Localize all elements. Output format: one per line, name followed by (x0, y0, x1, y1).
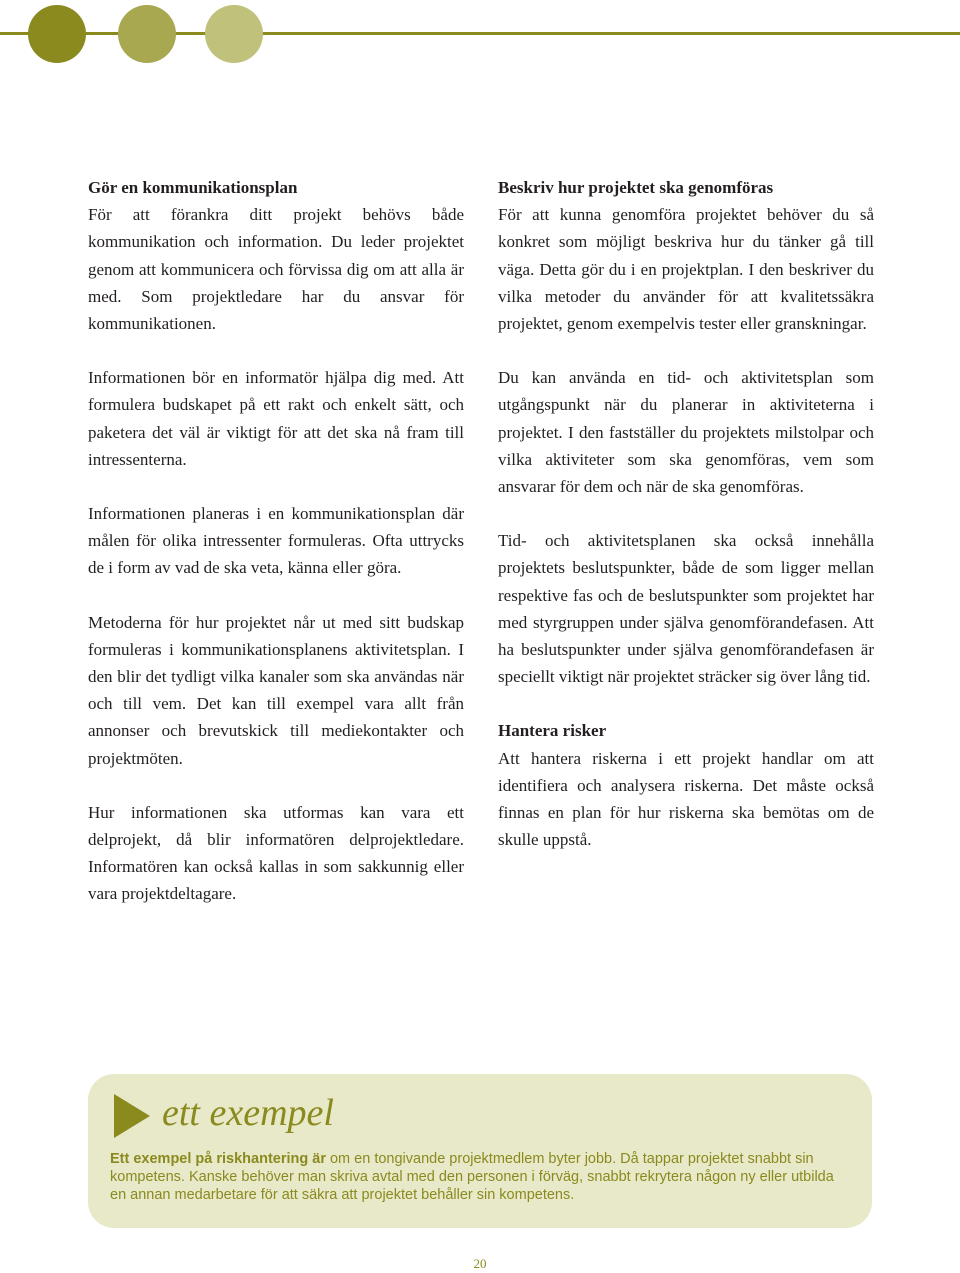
left-paragraph-1: För att förankra ditt projekt behövs både kommunikation och information. Du leder projektet genom att kommunicera och förvissa dig om att alla är med. Som projektledare har du ansvar för kommunikationen. (88, 205, 464, 334)
example-body: om en tongivande projektmedlem byter jobb. Då tappar projektet snabbt sin kompetens. Kanske behöver man skriva avtal med den personen i förväg, snabbt rekrytera någon ny eller utbilda en annan medarbetare för att säkra att projektet behåller sin kompetens. (110, 1151, 834, 1203)
heading-risker: Hantera risker (498, 721, 607, 741)
page-number: 20 (473, 1256, 487, 1271)
left-column (88, 174, 464, 935)
left-paragraph-3: Informationen planeras i en kommunikationsplan där målen för olika intressenter formuleras. Ofta uttrycks de i form av vad de ska veta, känna eller göra. (88, 504, 464, 578)
heading-genomforande: Beskriv hur projektet ska genomföras (498, 178, 774, 197)
example-title: ett exempel (162, 1092, 334, 1134)
left-paragraph-4: Metoderna för hur projektet når ut med sitt budskap formuleras i kommunikationsplanens aktivitetsplan. I den blir det tydligt vilka kanaler som ska användas när och till vem. Det kan till exempel vara allt från annonser och brevutskick till mediekontakter och projektmöten. (88, 612, 464, 768)
example-text (110, 1150, 850, 1204)
left-paragraph-2: Informationen bör en informatör hjälpa dig med. Att formulera budskapet på ett rakt och enkelt sätt, och paketera det väl är viktigt för att det ska nå fram till intressenterna. (88, 368, 464, 469)
right-paragraph-4: Att hantera riskerna i ett projekt handlar om att identifiera och analysera riskerna. Det måste också finnas en plan för hur riskerna ska bemötas om de skulle uppstå. (498, 748, 874, 850)
right-paragraph-1: För att kunna genomföra projektet behöver du så konkret som möjligt beskriva hur du tänker gå till väga. Detta gör du i en projektplan. I den beskriver du vilka metoder du använder för att kvalitetssäkra projektet, genom exempelvis tester eller granskningar. (498, 205, 874, 334)
right-paragraph-2: Du kan använda en tid- och aktivitetsplan som utgångspunkt när du planerar in aktiviteterna i projektet. I den fastställer du projektets milstolpar och vilka aktiviteter som ska genomföras, vem som ansvarar för dem och när de ska genomföras. (498, 368, 874, 497)
heading-kommunikationsplan: Gör en kommunikationsplan (88, 178, 298, 197)
right-column (498, 174, 874, 880)
right-paragraph-3: Tid- och aktivitetsplanen ska också innehålla projektets beslutspunkter, både de som ligger mellan respektive fas och de beslutspunkter som projektet har med styrgruppen under själva genomförandefasen. Att ha beslutspunkter under själva genomförandefasen är speciellt viktigt när projektet sträcker sig över lång tid. (498, 531, 874, 687)
example-box (88, 1074, 872, 1228)
example-lead: Ett exempel på riskhantering är (110, 1151, 326, 1167)
header-dot-3 (205, 5, 263, 63)
play-triangle-icon (114, 1094, 150, 1138)
header-dot-2 (118, 5, 176, 63)
left-paragraph-5: Hur informationen ska utformas kan vara ett delprojekt, då blir informatören delprojektledare. Informatören kan också kallas in som sakkunnig eller vara projektdeltagare. (88, 802, 464, 904)
header-dot-1 (28, 5, 86, 63)
